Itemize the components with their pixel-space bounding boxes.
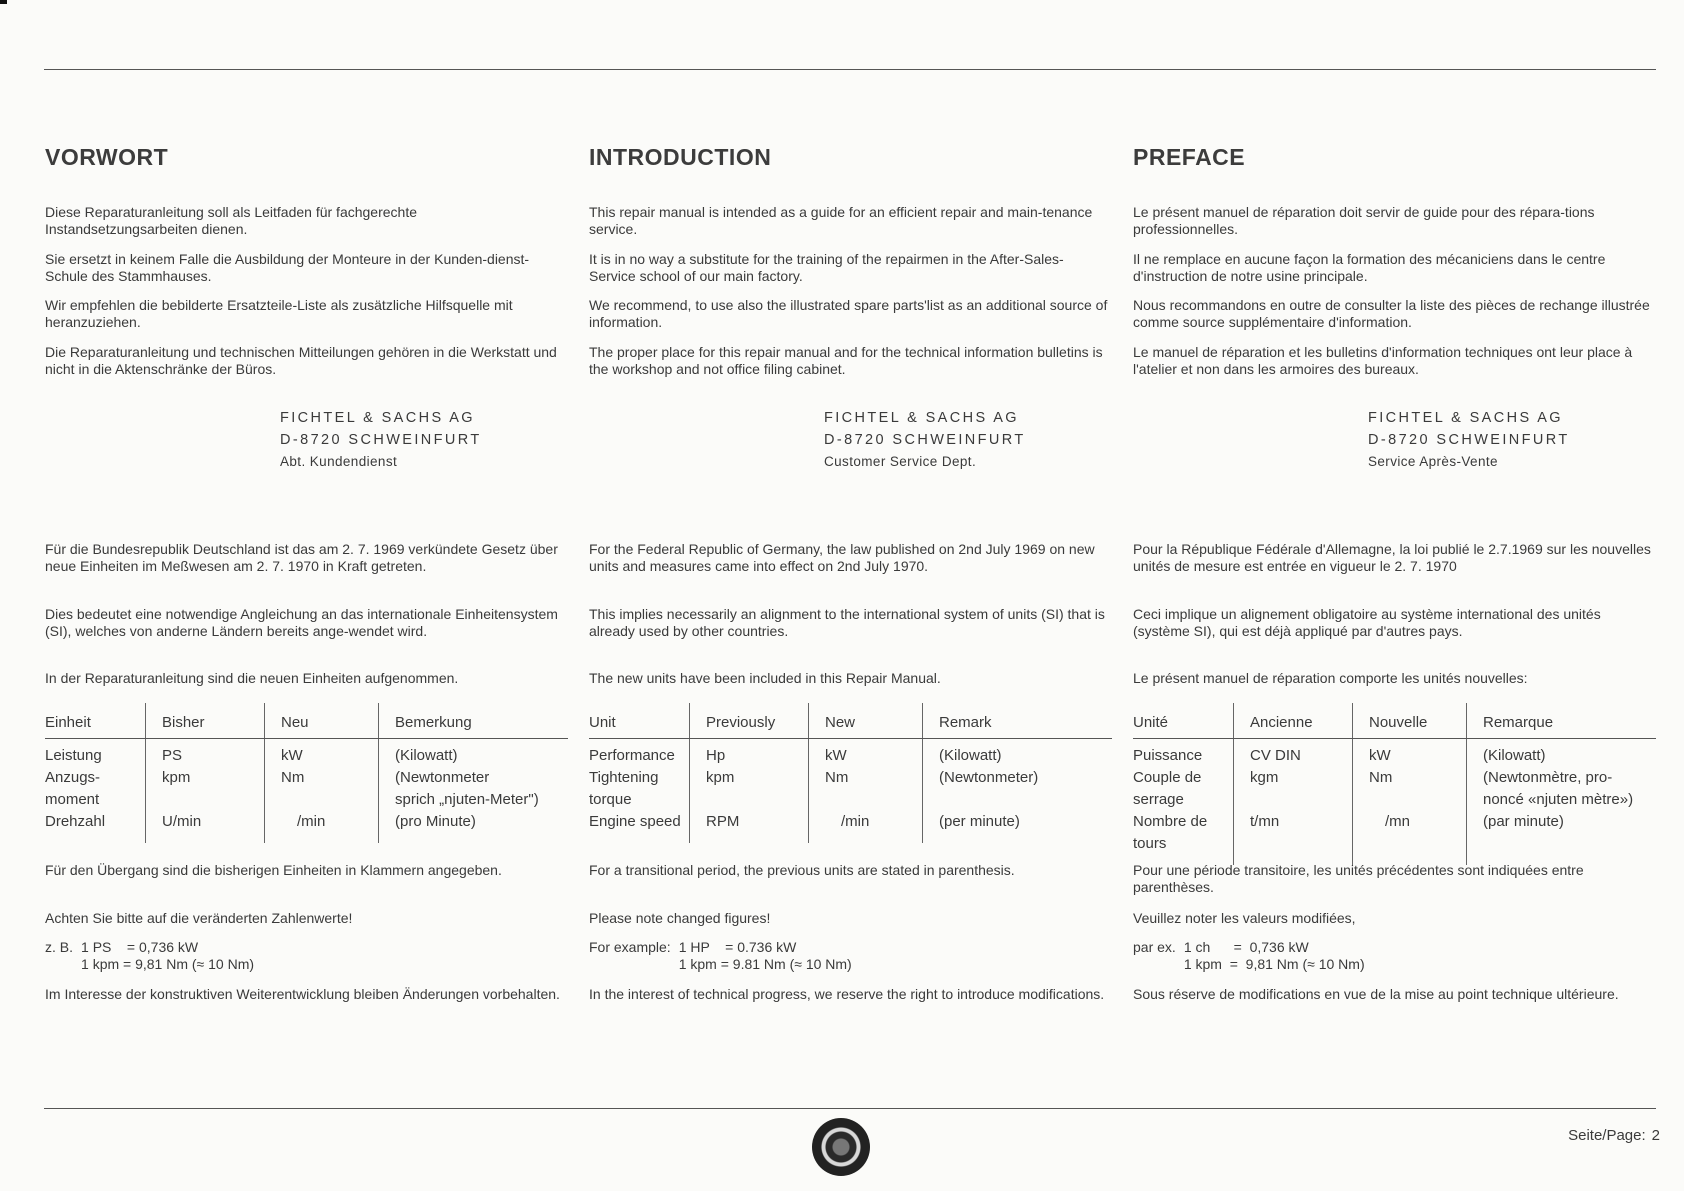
table-cell: kW <box>265 739 379 768</box>
page-label: Seite/Page: <box>1568 1127 1646 1144</box>
example-prefix: par ex. <box>1133 939 1176 955</box>
signature-block <box>280 407 482 473</box>
section-heading: INTRODUCTION <box>589 144 772 170</box>
table-row <box>45 767 568 811</box>
intro-paragraph-2: Il ne remplace en aucune façon la formation des mécaniciens dans le centre d'instruction de notre usine principale. <box>1133 251 1606 284</box>
units-table <box>1133 703 1656 865</box>
table-cell: t/mn <box>1234 811 1353 865</box>
signature-block <box>1368 407 1570 473</box>
table-cell: kgm <box>1234 767 1353 811</box>
table-cell: (Newtonmeter sprich „njuten-Meter") <box>379 767 569 811</box>
signature-company: FICHTEL & SACHS AG <box>1368 410 1563 426</box>
column-header-remark: Remarque <box>1467 703 1657 739</box>
signature-block <box>824 407 1026 473</box>
signature-dept: Abt. Kundendienst <box>280 454 398 469</box>
page-indicator <box>1562 1127 1660 1144</box>
intro-paragraph-2: It is in no way a substitute for the training of the repairmen in the After-Sales-Service school of our main factory. <box>589 251 1064 284</box>
intro-paragraph-4: The proper place for this repair manual and for the technical information bulletins is the workshop and not office filing cabinet. <box>589 344 1103 377</box>
column-header-new: Neu <box>265 703 379 739</box>
table-cell: (Kilowatt) <box>923 739 1113 768</box>
section-heading: VORWORT <box>45 144 169 170</box>
table-row <box>45 811 568 843</box>
table-cell: Anzugs- moment <box>45 769 101 808</box>
example-prefix: z. B. <box>45 939 74 955</box>
table-cell: (pro Minute) <box>379 811 569 843</box>
units-paragraph-3: The new units have been included in this Repair Manual. <box>589 670 941 686</box>
column-header-previous: Ancienne <box>1234 703 1353 739</box>
table-cell: PS <box>146 739 265 768</box>
top-rule <box>44 69 1656 70</box>
conversion-example <box>45 939 565 973</box>
example-line-1: 1 PS = 0,736 kW <box>81 939 199 955</box>
column-header-remark: Bemerkung <box>379 703 569 739</box>
table-cell: (Kilowatt) <box>1467 739 1657 768</box>
table-cell: Puissance <box>1133 747 1203 764</box>
table-cell: CV DIN <box>1234 739 1353 768</box>
units-paragraph-2: This implies necessarily an alignment to the international system of units (SI) that is already used by other countries. <box>589 606 1105 639</box>
example-line-1: 1 HP = 0.736 kW <box>678 939 797 955</box>
units-table-header <box>1133 703 1656 739</box>
column-header-new: Nouvelle <box>1353 703 1467 739</box>
column-header-unit: Einheit <box>45 703 146 739</box>
column-header-previous: Bisher <box>146 703 265 739</box>
conversion-example <box>589 939 1109 973</box>
table-cell: /min <box>809 811 923 843</box>
signature-company: FICHTEL & SACHS AG <box>280 410 475 426</box>
units-table <box>589 703 1112 843</box>
column-header-unit: Unité <box>1133 703 1234 739</box>
signature-dept: Customer Service Dept. <box>824 454 977 469</box>
intro-paragraph-3: We recommend, to use also the illustrated spare parts'list as an additional source of information. <box>589 297 1108 330</box>
transition-note: Pour une période transitoire, les unités précédentes sont indiquées entre parenthèses. <box>1133 862 1584 895</box>
example-line-1: 1 ch = 0,736 kW <box>1183 939 1309 955</box>
table-cell: Couple de serrage <box>1133 769 1202 808</box>
table-cell: Engine speed <box>589 813 681 830</box>
changed-figures-note: Achten Sie bitte auf die veränderten Zahlenwerte! <box>45 910 353 926</box>
table-cell: U/min <box>146 811 265 843</box>
table-cell: Nombre de tours <box>1133 813 1208 852</box>
units-table-header <box>589 703 1112 739</box>
section-heading: PREFACE <box>1133 144 1246 170</box>
changed-figures-note: Please note changed figures! <box>589 910 771 926</box>
table-cell: RPM <box>690 811 809 843</box>
example-line-2: 1 kpm = 9.81 Nm (≈ 10 Nm) <box>678 956 852 972</box>
transition-note: For a transitional period, the previous units are stated in parenthesis. <box>589 862 1015 878</box>
reserve-note: Im Interesse der konstruktiven Weiterentwicklung bleiben Änderungen vorbehalten. <box>45 986 560 1002</box>
units-paragraph-2: Dies bedeutet eine notwendige Angleichung an das internationale Einheitensystem (SI), welches von anderne Ländern bereits ange-wendet wird. <box>45 606 558 639</box>
column-header-new: New <box>809 703 923 739</box>
table-cell: (par minute) <box>1467 811 1657 865</box>
table-row <box>589 739 1112 768</box>
table-cell: Nm <box>265 767 379 811</box>
units-paragraph-1: Pour la République Fédérale d'Allemagne, la loi publié le 2.7.1969 sur les nouvelles unités de mesure est entrée en vigueur le 2. 7. 1970 <box>1133 541 1651 574</box>
conversion-example <box>1133 939 1653 973</box>
units-table <box>45 703 568 843</box>
intro-paragraph-2: Sie ersetzt in keinem Falle die Ausbildung der Monteure in der Kunden-dienst-Schule des Stammhauses. <box>45 251 530 284</box>
table-cell: Nm <box>1353 767 1467 811</box>
units-table-header <box>45 703 568 739</box>
table-cell: Drehzahl <box>45 813 106 830</box>
column-header-previous: Previously <box>690 703 809 739</box>
table-cell: (per minute) <box>923 811 1113 843</box>
table-cell: Leistung <box>45 747 102 764</box>
bottom-rule <box>44 1108 1656 1109</box>
units-paragraph-3: Le présent manuel de réparation comporte les unités nouvelles: <box>1133 670 1528 686</box>
table-row <box>589 811 1112 843</box>
units-paragraph-1: For the Federal Republic of Germany, the law published on 2nd July 1969 on new units and measures came into effect on 2nd July 1970. <box>589 541 1095 574</box>
table-row <box>589 767 1112 811</box>
reserve-note: In the interest of technical progress, we reserve the right to introduce modifications. <box>589 986 1105 1002</box>
intro-paragraph-3: Nous recommandons en outre de consulter la liste des pièces de rechange illustrée comme source supplémentaire d'information. <box>1133 297 1650 330</box>
column-header-unit: Unit <box>589 703 690 739</box>
table-cell: Hp <box>690 739 809 768</box>
intro-paragraph-1: Diese Reparaturanleitung soll als Leitfaden für fachgerechte Instandsetzungsarbeiten dienen. <box>45 204 418 237</box>
scan-corner-mark <box>0 0 7 4</box>
table-row <box>1133 739 1656 768</box>
transition-note: Für den Übergang sind die bisherigen Einheiten in Klammern angegeben. <box>45 862 502 878</box>
example-line-2: 1 kpm = 9,81 Nm (≈ 10 Nm) <box>81 956 255 972</box>
table-cell: (Newtonmeter) <box>923 767 1113 811</box>
intro-paragraph-4: Le manuel de réparation et les bulletins d'information techniques ont leur place à l'atelier et non dans les armoires des bureaux. <box>1133 344 1633 377</box>
table-cell: Tightening torque <box>589 769 659 808</box>
example-prefix: For example: <box>589 939 671 955</box>
intro-paragraph-1: Le présent manuel de réparation doit servir de guide pour des répara-tions professionnelles. <box>1133 204 1595 237</box>
table-cell: (Kilowatt) <box>379 739 569 768</box>
table-cell: kW <box>809 739 923 768</box>
signature-dept: Service Après-Vente <box>1368 454 1498 469</box>
table-row <box>45 739 568 768</box>
example-line-2: 1 kpm = 9,81 Nm (≈ 10 Nm) <box>1183 956 1365 972</box>
signature-address: D-8720 SCHWEINFURT <box>1368 432 1570 448</box>
table-row <box>1133 767 1656 811</box>
intro-paragraph-4: Die Reparaturanleitung und technischen Mitteilungen gehören in die Werkstatt und nicht in die Aktenschränke der Büros. <box>45 344 557 377</box>
column-header-remark: Remark <box>923 703 1113 739</box>
units-paragraph-3: In der Reparaturanleitung sind die neuen Einheiten aufgenommen. <box>45 670 459 686</box>
table-cell: /mn <box>1353 811 1467 865</box>
units-paragraph-2: Ceci implique un alignement obligatoire au système international des unités (système SI), qui est déjà appliqué par d'autres pays. <box>1133 606 1601 639</box>
table-cell: kpm <box>690 767 809 811</box>
table-row <box>1133 811 1656 865</box>
table-cell: kW <box>1353 739 1467 768</box>
signature-address: D-8720 SCHWEINFURT <box>280 432 482 448</box>
intro-paragraph-3: Wir empfehlen die bebilderte Ersatzteile-Liste als zusätzliche Hilfsquelle mit heranzuziehen. <box>45 297 513 330</box>
table-cell: Performance <box>589 747 675 764</box>
table-cell: (Newtonmètre, pro- noncé «njuten mètre») <box>1467 767 1657 811</box>
table-cell: /min <box>265 811 379 843</box>
table-cell: kpm <box>146 767 265 811</box>
changed-figures-note: Veuillez noter les valeurs modifiées, <box>1133 910 1356 926</box>
sachs-logo-icon <box>812 1118 870 1176</box>
table-cell: Nm <box>809 767 923 811</box>
intro-paragraph-1: This repair manual is intended as a guide for an efficient repair and main-tenance service. <box>589 204 1093 237</box>
signature-address: D-8720 SCHWEINFURT <box>824 432 1026 448</box>
signature-company: FICHTEL & SACHS AG <box>824 410 1019 426</box>
units-paragraph-1: Für die Bundesrepublik Deutschland ist das am 2. 7. 1969 verkündete Gesetz über neue Einheiten im Meßwesen am 2. 7. 1970 in Kraft getreten. <box>45 541 558 574</box>
reserve-note: Sous réserve de modifications en vue de la mise au point technique ultérieure. <box>1133 986 1619 1002</box>
page-number: 2 <box>1651 1127 1660 1144</box>
